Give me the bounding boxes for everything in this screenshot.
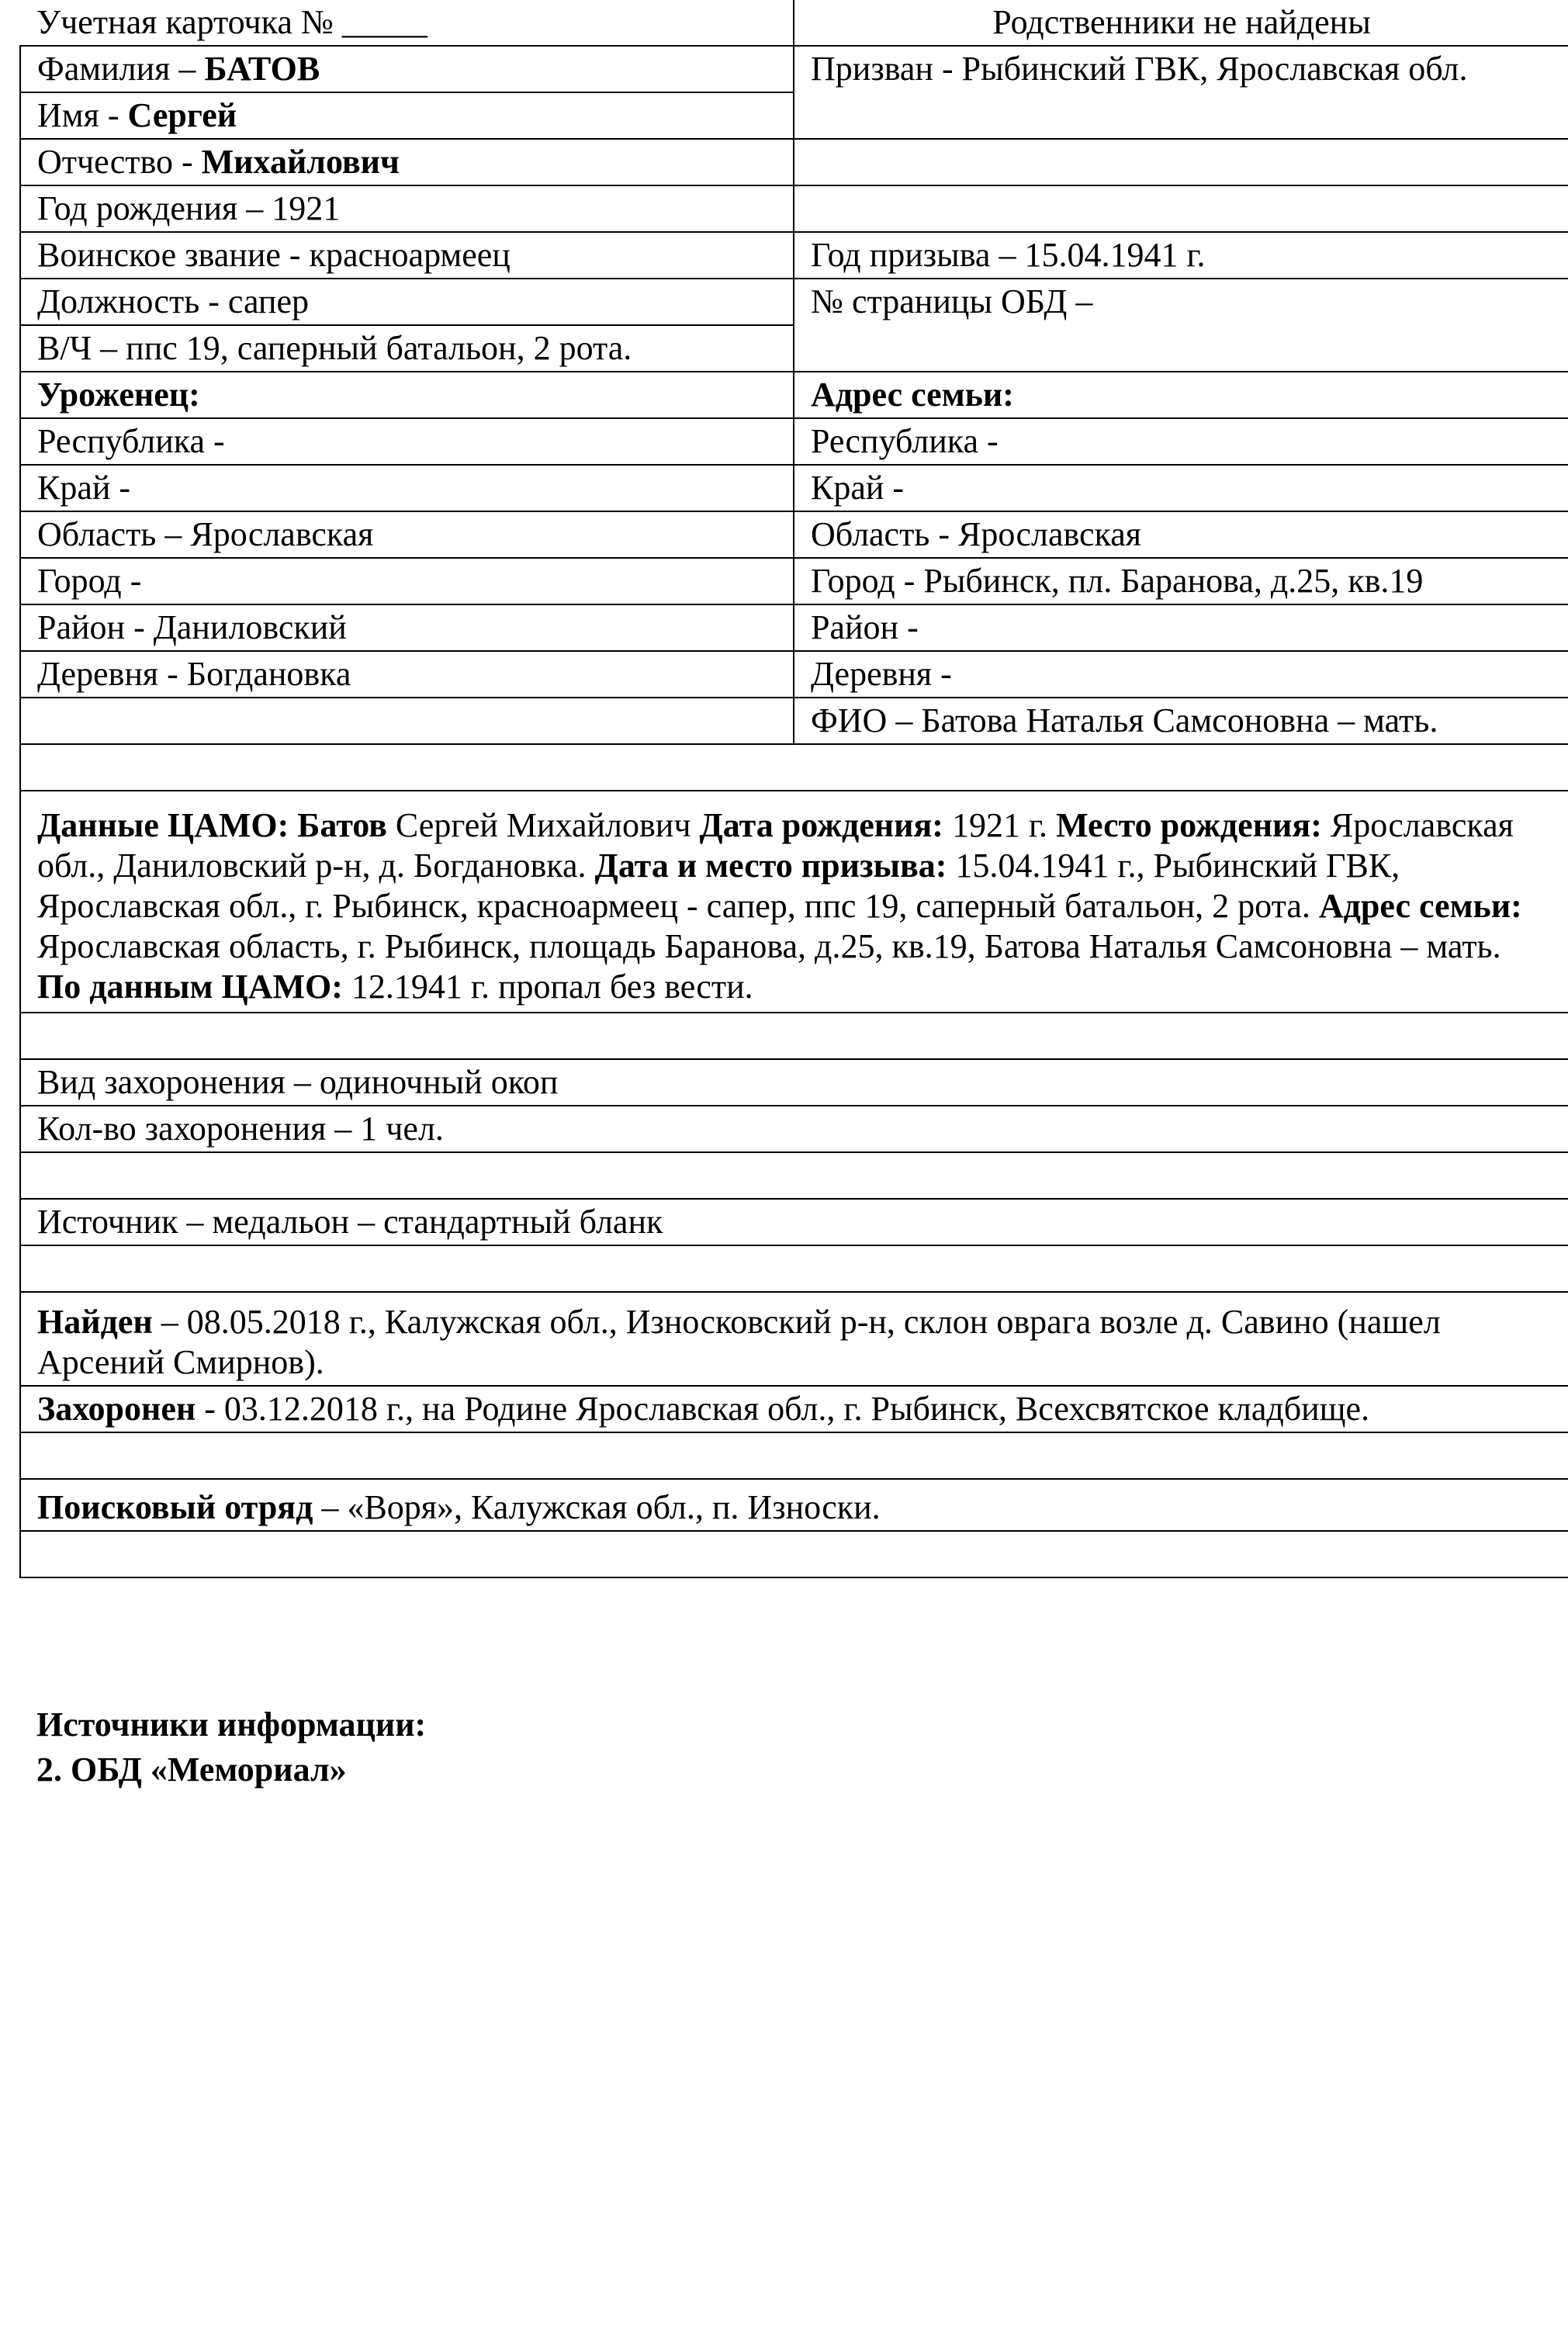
search-squad-row [20, 1479, 1568, 1531]
empty-cell [794, 185, 1568, 232]
tsamo-status-label: По данным ЦАМО: [37, 968, 343, 1006]
oblast-row [20, 511, 1568, 558]
name-cell [20, 92, 794, 139]
surname-row [20, 46, 1568, 92]
spacer-row [20, 744, 1568, 791]
sources-item: 2. ОБД «Мемориал» [36, 1750, 347, 1789]
spacer-row [20, 1013, 1568, 1059]
buried-info [20, 1386, 1568, 1432]
native-city: Город - [20, 558, 794, 604]
tsamo-birth-label: Дата рождения: [699, 806, 943, 844]
tsamo-conscription-label: Дата и место призыва: [594, 847, 947, 885]
find-source: Источник – медальон – стандартный бланк [20, 1199, 1568, 1245]
empty-cell [20, 1245, 1568, 1292]
empty-cell [20, 1152, 1568, 1199]
family-heading [794, 372, 1568, 418]
empty-cell [20, 1531, 1568, 1577]
burial-count-row [20, 1106, 1568, 1152]
spacer-row [20, 1152, 1568, 1199]
burial-count: Кол-во захоронения – 1 чел. [20, 1106, 1568, 1152]
found-label: Найден [37, 1303, 153, 1341]
spacer-row [20, 1531, 1568, 1577]
burial-type-row [20, 1059, 1568, 1106]
relative-fio-row [20, 698, 1568, 744]
surname-label: Фамилия – [37, 50, 205, 88]
buried-value: - 03.12.2018 г., на Родине Ярославская обл., г. Рыбинск, Всехсвятское кладбище. [196, 1390, 1370, 1428]
military-rank: Воинское звание - красноармеец [20, 232, 794, 279]
tsamo-address-label: Адрес семьи: [1318, 887, 1522, 925]
tsamo-label: Данные ЦАМО: Батов [37, 806, 387, 844]
tsamo-birth-value: 1921 г. [943, 806, 1057, 844]
obd-page-number: № страницы ОБД – [794, 279, 1568, 372]
rank-row [20, 232, 1568, 279]
position: Должность - сапер [20, 279, 794, 325]
military-unit: В/Ч – ппс 19, саперный батальон, 2 рота. [20, 325, 794, 372]
conscripted-by: Призван - Рыбинский ГВК, Ярославская обл. [794, 46, 1568, 139]
sources-heading: Источники информации: [36, 1705, 427, 1744]
tsamo-place-value: Ярославская обл., Даниловский р-н, д. Богдановка. [37, 806, 1514, 885]
birth-year-row [20, 185, 1568, 232]
card-number: Учетная карточка № _____ [20, 0, 794, 46]
empty-cell [20, 1432, 1568, 1479]
tsamo-data [20, 791, 1568, 1013]
empty-cell [20, 744, 1568, 791]
native-heading-text: Уроженец: [37, 376, 200, 414]
empty-cell [794, 139, 1568, 185]
surname-value: БАТОВ [204, 50, 320, 88]
native-oblast: Область – Ярославская [20, 511, 794, 558]
name-label: Имя - [37, 96, 128, 134]
empty-cell [20, 698, 794, 744]
family-fio: ФИО – Батова Наталья Самсоновна – мать. [794, 698, 1568, 744]
empty-cell [20, 1013, 1568, 1059]
native-heading [20, 372, 794, 418]
tsamo-name: Сергей Михайлович [386, 806, 700, 844]
village-row [20, 651, 1568, 698]
patronymic-label: Отчество - [37, 143, 202, 181]
family-oblast: Область - Ярославская [794, 511, 1568, 558]
family-krai: Край - [794, 465, 1568, 511]
buried-row [20, 1386, 1568, 1432]
surname-cell [20, 46, 794, 92]
card-header-row [20, 0, 1568, 46]
tsamo-status-value: 12.1941 г. пропал без вести. [342, 968, 753, 1006]
tsamo-address-value: Ярославская область, г. Рыбинск, площадь Баранова, д.25, кв.19, Батова Наталья Самсоновна – мать. [37, 927, 1501, 965]
native-krai: Край - [20, 465, 794, 511]
native-village: Деревня - Богдановка [20, 651, 794, 698]
family-village: Деревня - [794, 651, 1568, 698]
squad-value: – «Воря», Калужская обл., п. Износки. [313, 1488, 881, 1526]
position-row [20, 279, 1568, 325]
patronymic-cell [20, 139, 794, 185]
family-republic: Республика - [794, 418, 1568, 465]
birth-year: Год рождения – 1921 [20, 185, 794, 232]
patronymic-value: Михайлович [201, 143, 400, 181]
spacer-row [20, 1432, 1568, 1479]
tsamo-row [20, 791, 1568, 1013]
native-district: Район - Даниловский [20, 604, 794, 651]
family-district: Район - [794, 604, 1568, 651]
district-row [20, 604, 1568, 651]
relatives-status: Родственники не найдены [794, 0, 1568, 46]
city-row [20, 558, 1568, 604]
republic-row [20, 418, 1568, 465]
search-squad [20, 1479, 1568, 1531]
sources-section [36, 1702, 426, 1792]
spacer-row [20, 1245, 1568, 1292]
found-value: – 08.05.2018 г., Калужская обл., Износковский р-н, склон оврага возле д. Савино (нашел Арсений Смирнов). [37, 1303, 1441, 1381]
squad-label: Поисковый отряд [37, 1488, 313, 1526]
tsamo-conscription-value: 15.04.1941 г., Рыбинский ГВК, Ярославская обл., г. Рыбинск, красноармеец - сапер, ппс 19, саперный батальон, 2 рота. [37, 847, 1400, 925]
record-card-table [19, 0, 1568, 1578]
conscription-year: Год призыва – 15.04.1941 г. [794, 232, 1568, 279]
found-row [20, 1292, 1568, 1386]
source-row [20, 1199, 1568, 1245]
family-heading-text: Адрес семьи: [811, 376, 1014, 414]
found-info [20, 1292, 1568, 1386]
native-republic: Республика - [20, 418, 794, 465]
family-city: Город - Рыбинск, пл. Баранова, д.25, кв.19 [794, 558, 1568, 604]
tsamo-place-label: Место рождения: [1056, 806, 1322, 844]
burial-type: Вид захоронения – одиночный окоп [20, 1059, 1568, 1106]
name-value: Сергей [127, 96, 237, 134]
patronymic-row [20, 139, 1568, 185]
section-headings-row [20, 372, 1568, 418]
krai-row [20, 465, 1568, 511]
buried-label: Захоронен [37, 1390, 196, 1428]
